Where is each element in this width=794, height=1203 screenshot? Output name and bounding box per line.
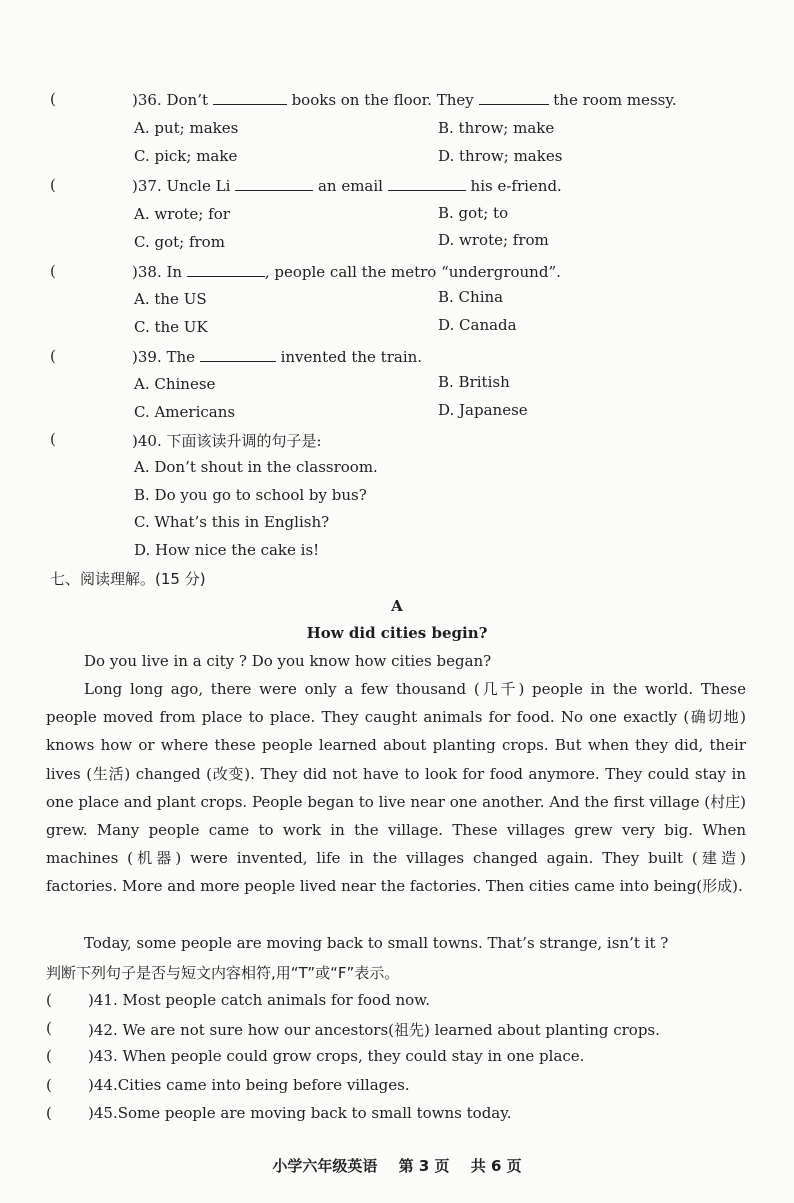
option-d: D. wrote; from	[438, 231, 549, 249]
option-c: C. Americans	[134, 403, 236, 421]
q36-part-b: books on the floor. They	[291, 91, 474, 109]
answer-blank[interactable]	[388, 176, 466, 191]
option-a: A. wrote; for	[134, 205, 230, 223]
section-heading: 七、阅读理解。(15 分)	[50, 570, 206, 588]
option-a: A. the US	[134, 290, 207, 308]
option-b: B. China	[438, 288, 504, 306]
option-a: A. put; makes	[134, 119, 239, 137]
question-text: )43. When people could grow crops, they could stay in one place.	[88, 1047, 585, 1065]
option-d: D. How nice the cake is!	[134, 541, 320, 559]
q38-part-b: , people call the metro “underground”.	[264, 263, 561, 281]
paragraph-1: Do you live in a city ? Do you know how cities began?	[84, 652, 492, 670]
passage-title: How did cities begin?	[306, 624, 488, 642]
q39-part-b: invented the train.	[280, 348, 423, 366]
option-b: B. throw; make	[438, 119, 555, 137]
q37-part-c: his e-friend.	[470, 177, 562, 195]
option-c: C. What’s this in English?	[134, 513, 330, 531]
q37-part-a: )37. Uncle Li	[132, 177, 231, 195]
option-b: B. got; to	[438, 204, 509, 222]
option-d: D. throw; makes	[438, 147, 563, 165]
answer-paren: (	[46, 991, 52, 1009]
q36-part-c: the room messy.	[553, 91, 677, 109]
answer-paren: (	[50, 347, 56, 365]
answer-paren: (	[46, 1076, 52, 1094]
answer-blank[interactable]	[235, 176, 313, 191]
answer-paren: (	[50, 262, 56, 280]
answer-paren: (	[46, 1047, 52, 1065]
option-b: B. British	[438, 373, 510, 391]
question-text	[132, 176, 562, 195]
question-text: )40. 下面该读升调的句子是:	[132, 432, 322, 450]
q39-part-a: )39. The	[132, 348, 196, 366]
answer-paren: (	[46, 1019, 52, 1037]
answer-blank[interactable]	[213, 90, 287, 105]
option-c: C. the UK	[134, 318, 208, 336]
paragraph-2: Long long ago, there were only a few thousand (几千) people in the world. These people moved from place to place. They caught animals for food. No one exactly (确切地) knows how or where these people learned about planting crops. But when they did, their lives (生活) changed (改变). They did not have to look for food anymore. They could stay in one place and plant crops. People began to live near one another. And the first village (村庄) grew. Many people came to work in the village. These villages grew very big. When machines (机器) were invented, life in the villages changed again. They built (建造) factories. More and more people lived near the factories. Then cities came into being(形成).	[46, 680, 746, 896]
passage-label: A	[391, 597, 403, 615]
question-text	[132, 347, 422, 366]
option-c: C. got; from	[134, 233, 225, 251]
answer-blank[interactable]	[200, 347, 276, 362]
option-b: B. Do you go to school by bus?	[134, 486, 367, 504]
page-footer	[0, 1155, 794, 1176]
question-text: )44.Cities came into being before villages.	[88, 1076, 410, 1094]
option-d: D. Canada	[438, 316, 517, 334]
answer-blank[interactable]	[479, 90, 549, 105]
question-text	[132, 262, 561, 281]
question-text: )41. Most people catch animals for food now.	[88, 991, 430, 1009]
tf-instruction: 判断下列句子是否与短文内容相符,用“T”或“F”表示。	[46, 964, 400, 982]
option-a: A. Don’t shout in the classroom.	[134, 458, 378, 476]
answer-blank[interactable]	[187, 262, 265, 277]
answer-paren: (	[46, 1104, 52, 1122]
footer-total: 共 6 页	[470, 1157, 522, 1175]
option-d: D. Japanese	[438, 401, 528, 419]
answer-paren: (	[50, 90, 56, 108]
answer-paren: (	[50, 430, 56, 448]
answer-paren: (	[50, 176, 56, 194]
footer-subject: 小学六年级英语	[272, 1157, 378, 1175]
option-a: A. Chinese	[134, 375, 216, 393]
q36-part-a: )36. Don’t	[132, 91, 208, 109]
paragraph-3: Today, some people are moving back to small towns. That’s strange, isn’t it ?	[84, 934, 669, 952]
question-text: )42. We are not sure how our ancestors(祖先) learned about planting crops.	[88, 1021, 660, 1039]
question-text	[132, 90, 677, 109]
q37-part-b: an email	[317, 177, 383, 195]
option-c: C. pick; make	[134, 147, 238, 165]
footer-page: 第 3 页	[398, 1157, 450, 1175]
question-text: )45.Some people are moving back to small towns today.	[88, 1104, 512, 1122]
q38-part-a: )38. In	[132, 263, 183, 281]
